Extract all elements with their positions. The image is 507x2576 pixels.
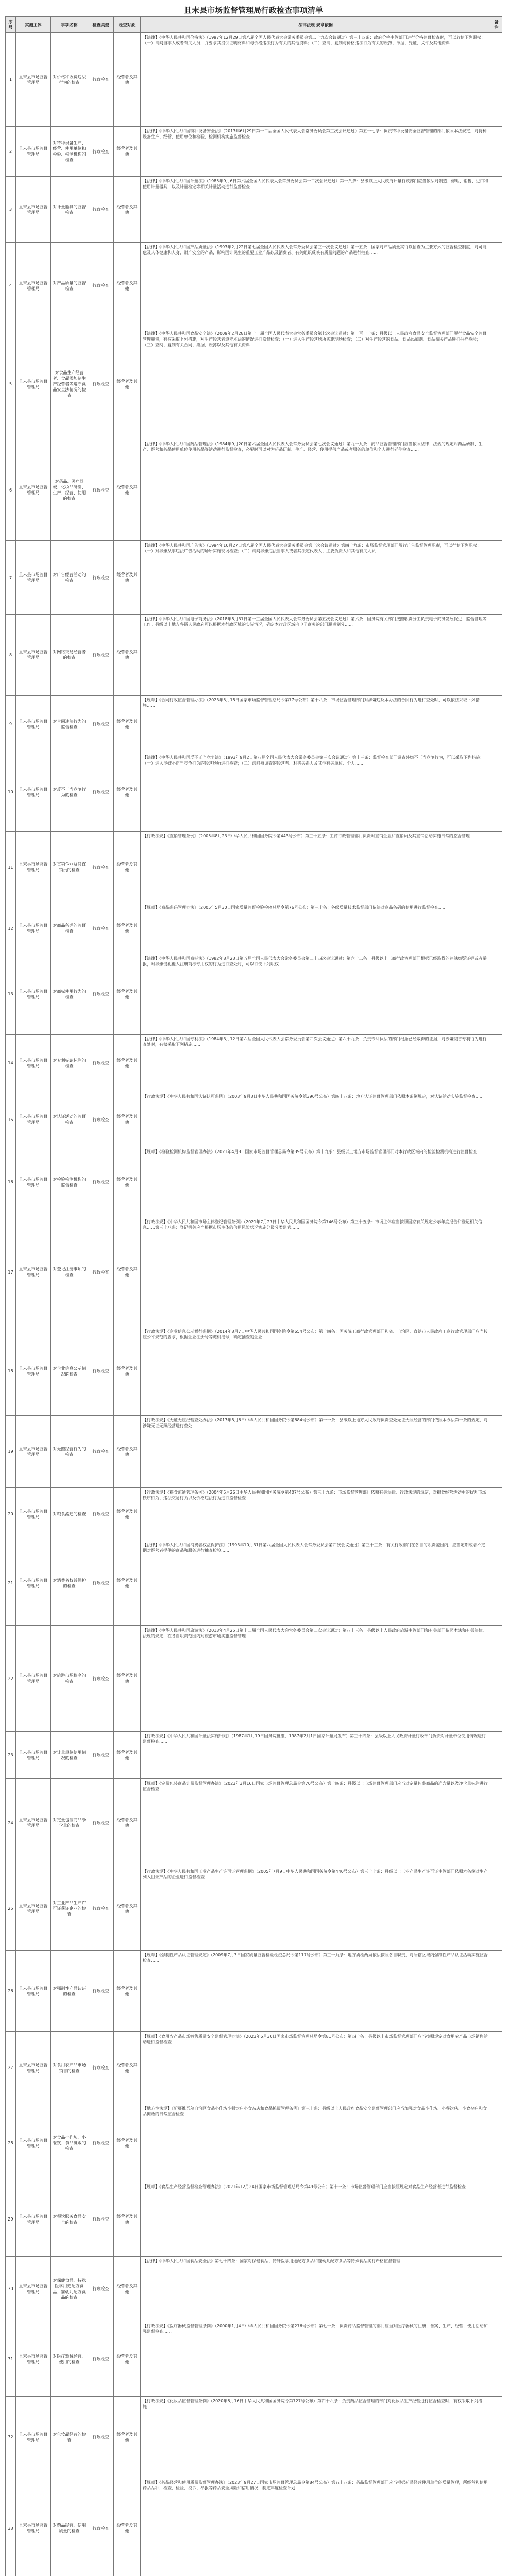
row-check-target: 经营者及其他 [114, 1147, 141, 1217]
row-remarks [491, 1147, 502, 1217]
table-row [6, 1540, 502, 1626]
row-item-name: 对保健食品、特殊医学用途配方食品、婴幼儿配方食品的检查 [51, 2257, 88, 2321]
row-item-name: 对工业产品生产许可证获证企业的检查 [51, 1867, 88, 1951]
row-item-name: 对食品生产经营者、食品添加剂生产经营者等遵守食品安全法情况的检查 [51, 329, 88, 439]
row-number: 32 [6, 2397, 16, 2478]
row-item-name: 对广告经营活动的检查 [51, 541, 88, 615]
row-item-name: 对产品质量的监督检查 [51, 243, 88, 329]
row-remarks [491, 33, 502, 127]
row-check-type: 行政检查 [88, 1092, 114, 1147]
row-check-type: 行政检查 [88, 1035, 114, 1092]
row-subject: 且末县市场监督管理局 [16, 1732, 51, 1779]
row-subject: 且末县市场监督管理局 [16, 127, 51, 177]
row-remarks [491, 1217, 502, 1327]
row-check-target: 经营者及其他 [114, 243, 141, 329]
row-check-target: 经营者及其他 [114, 1416, 141, 1488]
row-subject: 且末县市场监督管理局 [16, 1867, 51, 1951]
row-check-target: 经营者及其他 [114, 1867, 141, 1951]
table-row [6, 33, 502, 127]
row-legal-basis: 【法律】《中华人民共和国计量法》（1985年9月6日第六届全国人民代表大会常务委员会第十二次会议通过）第十八条：县级以上人民政府计量行政部门应当依法对制造、修理、销售、进口和使用计量器具，以及计量检定等相关计量活动进行监督检查…… [141, 177, 491, 243]
table-row [6, 753, 502, 832]
row-check-target: 经营者及其他 [114, 2257, 141, 2321]
table-row [6, 127, 502, 177]
document-title: 且末县市场监督管理局行政检查事项清单 [183, 6, 323, 15]
row-subject: 且末县市场监督管理局 [16, 177, 51, 243]
row-check-target: 经营者及其他 [114, 1732, 141, 1779]
row-remarks [491, 2104, 502, 2182]
row-subject: 且末县市场监督管理局 [16, 1626, 51, 1732]
row-check-type: 行政检查 [88, 1327, 114, 1416]
row-number: 16 [6, 1147, 16, 1217]
row-remarks [491, 954, 502, 1035]
row-remarks [491, 541, 502, 615]
table-row [6, 439, 502, 541]
row-legal-basis: 【行政法规】《中华人民共和国工业产品生产许可证管理条例》（2005年7月9日中华人民共和国国务院令第440号公布）第三十七条：县级以上工业产品生产许可证主管部门依照本条例对生产列入目录产品的企业进行监督检查…… [141, 1867, 491, 1951]
row-number: 23 [6, 1732, 16, 1779]
row-check-target: 经营者及其他 [114, 1217, 141, 1327]
row-check-target: 经营者及其他 [114, 2478, 141, 2576]
row-remarks [491, 2182, 502, 2257]
row-check-type: 行政检查 [88, 2257, 114, 2321]
table-row [6, 1488, 502, 1540]
table-row [6, 329, 502, 439]
row-check-target: 经营者及其他 [114, 1092, 141, 1147]
row-legal-basis: 【规章】《强制性产品认证管理规定》（2009年7月3日国家质量监督检验检疫总局令第117号公布）第三十九条：地方质检两局依法按照各自职责，对所辖区域内强制性产品认证活动实施监督检查…… [141, 1951, 491, 2032]
column-header-basis: 法律法规 规章依据 [141, 17, 491, 33]
row-check-target: 经营者及其他 [114, 2032, 141, 2104]
row-legal-basis: 【规章】《商品条码管理办法》（2005年5月30日国家质量监督检验检疫总局令第76号公布）第三十条：各级质量技术监督部门依法对商品条码的使用进行监督检查…… [141, 903, 491, 954]
row-check-type: 行政检查 [88, 2104, 114, 2182]
row-remarks [491, 439, 502, 541]
row-legal-basis: 【法律】《中华人民共和国电子商务法》（2018年8月31日第十三届全国人民代表大会常务委员会第五次会议通过）第六条：国务院有关部门按照职责分工负责电子商务发展促进、监督管理等工作。县级以上地方各级人民政府可以根据本行政区域的实际情况，确定本行政区域内电子商务的部门职责划分…… [141, 615, 491, 696]
row-item-name: 对强制性产品认证的检查 [51, 1951, 88, 2032]
row-remarks [491, 127, 502, 177]
table-body [6, 33, 502, 2576]
row-legal-basis: 【规章】《食品生产经营监督检查管理办法》（2021年12月24日国家市场监督管理总局令第49号公布）第十一条：市场监督管理部门应当按照规定对食品生产经营者进行监督检查…… [141, 2182, 491, 2257]
table-row [6, 1779, 502, 1867]
row-check-target: 经营者及其他 [114, 2182, 141, 2257]
row-subject: 且末县市场监督管理局 [16, 1147, 51, 1217]
row-subject: 且末县市场监督管理局 [16, 1779, 51, 1867]
row-legal-basis: 【法律】《中华人民共和国消费者权益保护法》（1993年10月31日第八届全国人民代表大会常务委员会第四次会议通过）第三十三条：有关行政部门在各自的职责范围内，应当定期或者不定期对经营者提供的商品和服务进行抽查检验…… [141, 1540, 491, 1626]
table-row [6, 1092, 502, 1147]
row-legal-basis: 【规章】《药品经营和使用质量监督管理办法》（2023年9月27日国家市场监督管理总局令第84号公布）第五十八条：药品监督管理部门应当根据药品经营使用单位的质量管理，所经营和使用药品品种，检查、检验、投诉、举报等药品安全风险和信用情况，制定年度检查计划…… [141, 2478, 491, 2576]
row-number: 8 [6, 615, 16, 696]
row-number: 12 [6, 903, 16, 954]
row-check-target: 经营者及其他 [114, 541, 141, 615]
row-subject: 且末县市场监督管理局 [16, 753, 51, 832]
row-subject: 且末县市场监督管理局 [16, 243, 51, 329]
row-number: 10 [6, 753, 16, 832]
row-number: 24 [6, 1779, 16, 1867]
table-row [6, 696, 502, 753]
row-check-target: 经营者及其他 [114, 1327, 141, 1416]
row-legal-basis: 【法律】《中华人民共和国食品安全法》（2009年2月28日第十一届全国人民代表大会常务委员会第七次会议通过）第一百一十条：县级以上人民政府食品安全监督管理部门履行食品安全监督管理职责，有权采取下列措施，对生产经营者遵守本法的情况进行监督检查：（一）进入生产经营场所实施现场检查；（二）对生产经营的食品、食品添加剂、食品相关产品进行抽样检验；（三）查阅、复制有关合同、票据、账簿以及其他有关资料…… [141, 329, 491, 439]
row-subject: 且末县市场监督管理局 [16, 329, 51, 439]
table-row [6, 2182, 502, 2257]
row-number: 7 [6, 541, 16, 615]
row-check-type: 行政检查 [88, 1779, 114, 1867]
row-subject: 且末县市场监督管理局 [16, 439, 51, 541]
row-check-type: 行政检查 [88, 696, 114, 753]
row-check-target: 经营者及其他 [114, 2397, 141, 2478]
row-remarks [491, 2321, 502, 2397]
row-number: 20 [6, 1488, 16, 1540]
table-row [6, 1867, 502, 1951]
row-check-target: 经营者及其他 [114, 753, 141, 832]
row-item-name: 对企业信息公示情况的检查 [51, 1327, 88, 1416]
inspection-table [5, 16, 502, 2576]
row-number: 15 [6, 1092, 16, 1147]
row-legal-basis: 【行政法规】《医疗器械监督管理条例》（2000年1月4日中华人民共和国国务院令第276号公布）第七十条：负责药品监督管理的部门应当对医疗器械的注册、备案、生产、经营、使用活动加强监督检查…… [141, 2321, 491, 2397]
row-check-type: 行政检查 [88, 903, 114, 954]
row-legal-basis: 【规章】《定量包装商品计量监督管理办法》（2023年3月16日国家市场监督管理总局令第70号公布）第十四条：县级以上市场监督管理部门应当对定量包装商品的净含量以及净含量标注进行监督检查…… [141, 1779, 491, 1867]
row-subject: 且末县市场监督管理局 [16, 2397, 51, 2478]
table-row [6, 243, 502, 329]
row-legal-basis: 【法律】《中华人民共和国特种设备安全法》（2013年6月29日第十二届全国人民代表大会常务委员会第三次会议通过）第五十七条：负责特种设备安全监督管理的部门依照本法规定，对特种设备生产、经营、使用单位和检验、检测机构实施监督检查…… [141, 127, 491, 177]
row-legal-basis: 【规章】《检验检测机构监督管理办法》（2021年4月8日国家市场监督管理总局令第39号公布）第十九条：县级以上地方市场监督管理部门对本行政区域内的检验检测机构进行监督检查…… [141, 1147, 491, 1217]
column-header-target: 检查对象 [114, 17, 141, 33]
row-legal-basis: 【行政法规】《化妆品监督管理条例》（2020年6月16日中华人民共和国国务院令第727号公布）第四十六条：负责药品监督管理的部门对化妆品生产经营进行监督检查时，有权采取下列措施…… [141, 2397, 491, 2478]
row-subject: 且末县市场监督管理局 [16, 2104, 51, 2182]
column-header-remarks: 备注 [491, 17, 502, 33]
row-subject: 且末县市场监督管理局 [16, 832, 51, 903]
row-legal-basis: 【法律】《中华人民共和国价格法》（1997年12月29日第八届全国人民代表大会常务委员会第二十九次会议通过）第三十四条：政府价格主管部门进行价格监督检查时，可以行使下列职权：（一）询问当事人或者有关人员，并要求其提供证明材料和与价格违法行为有关的其他资料；（二）查询、复制与价格违法行为有关的账簿、单据、凭证、文件及其他资料…… [141, 33, 491, 127]
row-number: 31 [6, 2321, 16, 2397]
row-remarks [491, 1779, 502, 1867]
row-remarks [491, 903, 502, 954]
table-row [6, 615, 502, 696]
row-check-type: 行政检查 [88, 2182, 114, 2257]
row-number: 29 [6, 2182, 16, 2257]
row-check-target: 经营者及其他 [114, 1626, 141, 1732]
row-remarks [491, 2397, 502, 2478]
row-legal-basis: 【地方性法规】《新疆维吾尔自治区食品小作坊小餐饮店小食杂店和食品摊贩管理条例》第三十条：县级以上人民政府食品安全监督管理部门应当加强对食品小作坊、小餐饮店、小食杂店和食品摊贩的日常监督检查…… [141, 2104, 491, 2182]
row-check-target: 经营者及其他 [114, 1488, 141, 1540]
column-header-item: 事项名称 [51, 17, 88, 33]
row-item-name: 对检验检测机构的监督检查 [51, 1147, 88, 1217]
row-remarks [491, 615, 502, 696]
table-row [6, 2032, 502, 2104]
row-item-name: 对网络交易经营者的检查 [51, 615, 88, 696]
row-check-type: 行政检查 [88, 1217, 114, 1327]
row-number: 6 [6, 439, 16, 541]
row-legal-basis: 【行政法规】《无证无照经营查处办法》（2017年8月6日中华人民共和国国务院令第684号公布）第十一条：县级以上地方人民政府负责查处无证无照经营的部门依照本办法第十条的规定，对涉嫌无证无照经营进行查处…… [141, 1416, 491, 1488]
row-item-name: 对计量器具的监督检查 [51, 177, 88, 243]
row-legal-basis: 【法律】《中华人民共和国产品质量法》（1993年2月22日第七届全国人民代表大会常务委员会第三十次会议通过）第十五条：国家对产品质量实行以抽查为主要方式的监督检查制度，对可能危及人体健康和人身、财产安全的产品，影响国计民生的重要工业产品以及消费者、有关组织反映有质量问题的产品进行抽查…… [141, 243, 491, 329]
row-check-type: 行政检查 [88, 177, 114, 243]
row-number: 30 [6, 2257, 16, 2321]
row-number: 3 [6, 177, 16, 243]
table-row [6, 2104, 502, 2182]
row-item-name: 对商品条码的监督检查 [51, 903, 88, 954]
row-remarks [491, 753, 502, 832]
row-number: 17 [6, 1217, 16, 1327]
row-number: 28 [6, 2104, 16, 2182]
row-number: 19 [6, 1416, 16, 1488]
row-subject: 且末县市场监督管理局 [16, 2182, 51, 2257]
table-row [6, 1035, 502, 1092]
row-check-type: 行政检查 [88, 1626, 114, 1732]
row-check-type: 行政检查 [88, 541, 114, 615]
row-check-target: 经营者及其他 [114, 615, 141, 696]
row-legal-basis: 【行政法规】《中华人民共和国市场主体登记管理条例》（2021年7月27日中华人民共和国国务院令第746号公布）第三十五条：市场主体应当按照国家有关规定公示年度报告和登记相关信息……第三十八条：登记机关应当根据市场主体的信用风险状况实施分级分类监管…… [141, 1217, 491, 1327]
row-legal-basis: 【行政法规】《企业信息公示暂行条例》（2014年8月7日中华人民共和国国务院令第654号公布）第十四条：国务院工商行政管理部门和省、自治区、直辖市人民政府工商行政管理部门应当按照公平规范的要求，根据企业注册号等随机摇号，确定抽查的企业…… [141, 1327, 491, 1416]
row-check-type: 行政检查 [88, 439, 114, 541]
row-subject: 且末县市场监督管理局 [16, 2257, 51, 2321]
row-check-type: 行政检查 [88, 1416, 114, 1488]
row-remarks [491, 177, 502, 243]
row-check-type: 行政检查 [88, 832, 114, 903]
row-legal-basis: 【行政法规】《直销管理条例》（2005年8月23日中华人民共和国国务院令第443号公布）第三十五条：工商行政管理部门负责对直销企业和直销员及其直销活动实施日常的监督管理…… [141, 832, 491, 903]
column-header-subject: 实施主体 [16, 17, 51, 33]
row-number: 2 [6, 127, 16, 177]
row-number: 25 [6, 1867, 16, 1951]
column-header-type: 检查类型 [88, 17, 114, 33]
row-check-type: 行政检查 [88, 1951, 114, 2032]
row-subject: 且末县市场监督管理局 [16, 1035, 51, 1092]
row-item-name: 对消费者权益保护的检查 [51, 1540, 88, 1626]
row-item-name: 对药品、医疗器械、化妆品研制、生产、经营、使用的检查 [51, 439, 88, 541]
row-check-type: 行政检查 [88, 954, 114, 1035]
row-remarks [491, 1867, 502, 1951]
row-check-type: 行政检查 [88, 127, 114, 177]
row-subject: 且末县市场监督管理局 [16, 1416, 51, 1488]
row-number: 33 [6, 2478, 16, 2576]
row-number: 11 [6, 832, 16, 903]
row-item-name: 对登记注册事项的检查 [51, 1217, 88, 1327]
row-item-name: 对认证活动的监督检查 [51, 1092, 88, 1147]
row-legal-basis: 【行政法规】《粮食流通管理条例》（2004年5月26日中华人民共和国国务院令第407号公布）第三十九条：市场监督管理部门依照有关法律、行政法规的规定，对粮食经营活动中的扰乱市场秩序行为、违法交易行为以及价格违法行为进行监督检查…… [141, 1488, 491, 1540]
table-row [6, 832, 502, 903]
row-check-target: 经营者及其他 [114, 1951, 141, 2032]
row-check-target: 经营者及其他 [114, 1035, 141, 1092]
row-number: 13 [6, 954, 16, 1035]
row-check-type: 行政检查 [88, 2321, 114, 2397]
column-header-no: 序号 [6, 17, 16, 33]
table-row [6, 541, 502, 615]
row-item-name: 对价格和收费违法行为的检查 [51, 33, 88, 127]
row-item-name: 对计量单位使用情况的检查 [51, 1732, 88, 1779]
row-legal-basis: 【法律】《中华人民共和国旅游法》（2013年4月25日第十二届全国人民代表大会常务委员会第二次会议通过）第八十三条：县级以上人民政府旅游主管部门和有关部门依照本法和有关法律、法规的规定，在各自职责范围内对旅游市场实施监督管理…… [141, 1626, 491, 1732]
row-remarks [491, 1488, 502, 1540]
row-item-name: 对食品小作坊、小餐饮、食品摊贩的检查 [51, 2104, 88, 2182]
row-check-type: 行政检查 [88, 1732, 114, 1779]
row-item-name: 对商标使用行为的检查 [51, 954, 88, 1035]
row-remarks [491, 2257, 502, 2321]
row-check-type: 行政检查 [88, 1540, 114, 1626]
table-row [6, 903, 502, 954]
table-row [6, 2397, 502, 2478]
row-subject: 且末县市场监督管理局 [16, 1540, 51, 1626]
row-number: 22 [6, 1626, 16, 1732]
row-check-target: 经营者及其他 [114, 2104, 141, 2182]
row-number: 1 [6, 33, 16, 127]
row-remarks [491, 1732, 502, 1779]
table-row [6, 177, 502, 243]
row-check-target: 经营者及其他 [114, 439, 141, 541]
row-number: 18 [6, 1327, 16, 1416]
row-legal-basis: 【法律】《中华人民共和国广告法》（1994年10月27日第八届全国人民代表大会常务委员会第十次会议通过）第四十九条：市场监督管理部门履行广告监督管理职责，可以行使下列职权：（一）对涉嫌从事违法广告活动的场所实施现场检查；（二）询问涉嫌违法当事人或者其法定代表人、主要负责人和其他有关人员…… [141, 541, 491, 615]
row-check-type: 行政检查 [88, 753, 114, 832]
row-item-name: 对医疗器械经营、使用的检查 [51, 2321, 88, 2397]
table-row [6, 2478, 502, 2576]
row-item-name: 对定量包装商品净含量的检查 [51, 1779, 88, 1867]
row-legal-basis: 【法律】《中华人民共和国药品管理法》（1984年9月20日第六届全国人民代表大会常务委员会第七次会议通过）第九十九条：药品监督管理部门应当依照法律、法规的规定对药品研制、生产、经营和药品使用单位使用药品等活动进行监督检查，必要时可以对为药品研制、生产、经营、使用提供产品或者服务的单位和个人进行延伸检查…… [141, 439, 491, 541]
row-check-target: 经营者及其他 [114, 329, 141, 439]
row-item-name: 对专利标识标注的检查 [51, 1035, 88, 1092]
table-row [6, 1327, 502, 1416]
row-number: 9 [6, 696, 16, 753]
table-row [6, 1147, 502, 1217]
row-item-name: 对特种设备生产、经营、使用单位和检验、检测机构的检查 [51, 127, 88, 177]
row-check-target: 经营者及其他 [114, 1779, 141, 1867]
row-subject: 且末县市场监督管理局 [16, 696, 51, 753]
row-item-name: 对药品经营、使用质量的检查 [51, 2478, 88, 2576]
row-check-target: 经营者及其他 [114, 1540, 141, 1626]
row-item-name: 对餐饮服务食品安全的检查 [51, 2182, 88, 2257]
row-subject: 且末县市场监督管理局 [16, 2478, 51, 2576]
row-remarks [491, 1327, 502, 1416]
row-legal-basis: 【法律】《中华人民共和国反不正当竞争法》（1993年9月2日第八届全国人民代表大会常务委员会第三次会议通过）第十三条：监督检查部门调查涉嫌不正当竞争行为，可以采取下列措施：（一）进入涉嫌不正当竞争行为的经营场所进行检查；（二）询问被调查的经营者、利害关系人及其他有关单位、个人…… [141, 753, 491, 832]
table-row [6, 1732, 502, 1779]
row-check-target: 经营者及其他 [114, 33, 141, 127]
row-subject: 且末县市场监督管理局 [16, 33, 51, 127]
row-item-name: 对无照经营行为的检查 [51, 1416, 88, 1488]
row-check-target: 经营者及其他 [114, 954, 141, 1035]
row-item-name: 对直销企业及其直销员的检查 [51, 832, 88, 903]
row-check-target: 经营者及其他 [114, 127, 141, 177]
row-subject: 且末县市场监督管理局 [16, 1092, 51, 1147]
row-item-name: 对粮食流通的检查 [51, 1488, 88, 1540]
row-legal-basis: 【法律】《中华人民共和国专利法》（1984年3月12日第六届全国人民代表大会常务委员会第四次会议通过）第六十九条：负责专利执法的部门根据已经取得的证据，对涉嫌假冒专利行为进行查处时，有权采取下列措施…… [141, 1035, 491, 1092]
table-row [6, 954, 502, 1035]
row-subject: 且末县市场监督管理局 [16, 954, 51, 1035]
row-check-type: 行政检查 [88, 1488, 114, 1540]
row-check-target: 经营者及其他 [114, 832, 141, 903]
table-row [6, 1416, 502, 1488]
row-remarks [491, 696, 502, 753]
table-row [6, 1217, 502, 1327]
row-check-type: 行政检查 [88, 329, 114, 439]
row-subject: 且末县市场监督管理局 [16, 1217, 51, 1327]
row-check-type: 行政检查 [88, 615, 114, 696]
row-legal-basis: 【行政法规】《中华人民共和国认证认可条例》（2003年9月3日中华人民共和国国务院令第390号公布）第四十八条：地方认证监督管理部门依照本条例规定，对认证活动实施监督检查…… [141, 1092, 491, 1147]
row-check-type: 行政检查 [88, 2397, 114, 2478]
row-remarks [491, 329, 502, 439]
row-remarks [491, 1416, 502, 1488]
row-number: 27 [6, 2032, 16, 2104]
row-subject: 且末县市场监督管理局 [16, 1951, 51, 2032]
row-legal-basis: 【规章】《食用农产品市场销售质量安全监督管理办法》（2023年6月30日国家市场监督管理总局令第81号公布）第四十条：县级以上市场监督管理部门应当按照规定对食用农产品市场销售活动进行监督检查…… [141, 2032, 491, 2104]
row-check-type: 行政检查 [88, 243, 114, 329]
table-header-row [6, 17, 502, 33]
row-subject: 且末县市场监督管理局 [16, 1327, 51, 1416]
row-legal-basis: 【规章】《合同行政监督管理办法》（2023年5月18日国家市场监督管理总局令第77号公布）第十八条：市场监督管理部门对涉嫌违反本办法的合同行为进行查处时，可以依法采取下列措施…… [141, 696, 491, 753]
row-item-name: 对合同违法行为的监督检查 [51, 696, 88, 753]
table-row [6, 2321, 502, 2397]
row-legal-basis: 【法律】《中华人民共和国商标法》（1982年8月23日第五届全国人民代表大会常务委员会第二十四次会议通过）第六十二条：县级以上工商行政管理部门根据已经取得的违法嫌疑证据或者举报，对涉嫌侵犯他人注册商标专用权的行为进行查处时，可以行使下列职权…… [141, 954, 491, 1035]
row-number: 5 [6, 329, 16, 439]
row-check-type: 行政检查 [88, 2478, 114, 2576]
row-check-type: 行政检查 [88, 2032, 114, 2104]
row-item-name: 对食用农产品市场销售的检查 [51, 2032, 88, 2104]
row-check-target: 经营者及其他 [114, 696, 141, 753]
table-row [6, 1951, 502, 2032]
row-item-name: 对反不正当竞争行为的检查 [51, 753, 88, 832]
row-number: 4 [6, 243, 16, 329]
row-check-type: 行政检查 [88, 1147, 114, 1217]
row-number: 21 [6, 1540, 16, 1626]
row-remarks [491, 1626, 502, 1732]
row-check-target: 经营者及其他 [114, 177, 141, 243]
row-remarks [491, 1092, 502, 1147]
row-item-name: 对化妆品经营的检查 [51, 2397, 88, 2478]
row-check-type: 行政检查 [88, 33, 114, 127]
table-row [6, 2257, 502, 2321]
row-remarks [491, 832, 502, 903]
row-check-type: 行政检查 [88, 1867, 114, 1951]
row-subject: 且末县市场监督管理局 [16, 903, 51, 954]
row-remarks [491, 2032, 502, 2104]
row-remarks [491, 1951, 502, 2032]
row-subject: 且末县市场监督管理局 [16, 541, 51, 615]
table-row [6, 1626, 502, 1732]
row-legal-basis: 【行政法规】《中华人民共和国计量法实施细则》（1987年1月19日国务院批准，1987年2月1日国家计量局发布）第三十四条：县级以上人民政府计量行政部门负责对计量单位使用情况进行监督检查…… [141, 1732, 491, 1779]
row-remarks [491, 1540, 502, 1626]
row-check-target: 经营者及其他 [114, 903, 141, 954]
row-check-target: 经营者及其他 [114, 2321, 141, 2397]
row-remarks [491, 1035, 502, 1092]
row-subject: 且末县市场监督管理局 [16, 1488, 51, 1540]
row-legal-basis: 【法律】《中华人民共和国食品安全法》第七十四条：国家对保健食品、特殊医学用途配方食品和婴幼儿配方食品等特殊食品实行严格监督管理…… [141, 2257, 491, 2321]
row-subject: 且末县市场监督管理局 [16, 615, 51, 696]
row-remarks [491, 243, 502, 329]
row-number: 14 [6, 1035, 16, 1092]
row-subject: 且末县市场监督管理局 [16, 2321, 51, 2397]
row-remarks [491, 2478, 502, 2576]
row-number: 26 [6, 1951, 16, 2032]
row-subject: 且末县市场监督管理局 [16, 2032, 51, 2104]
row-item-name: 对旅游市场秩序的检查 [51, 1626, 88, 1732]
